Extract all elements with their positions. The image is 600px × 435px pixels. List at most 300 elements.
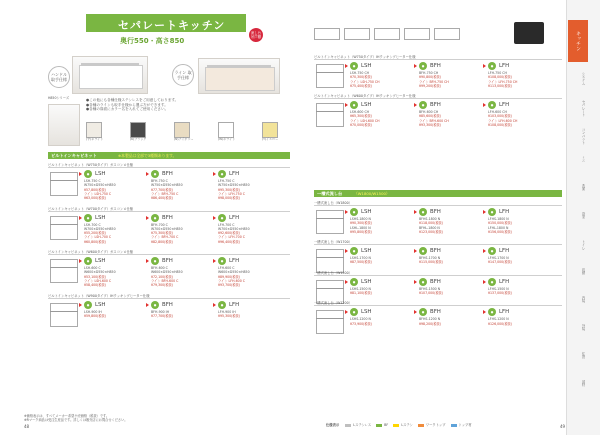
model-spec: ¥60,800(税抜) — [84, 239, 107, 244]
color-chip-label: (Y)イエロー — [262, 137, 279, 141]
marker-arrow-icon — [79, 303, 82, 307]
sink-bar: 一槽式流し台 （W1800/W1500） — [314, 190, 562, 197]
line-callout: ライン 取手仕様 — [172, 64, 194, 86]
model-spec: ライン BFH-700 C — [151, 235, 179, 240]
model-header — [84, 214, 151, 223]
cabinet-drawing — [316, 64, 344, 88]
model-col-lsh — [350, 247, 419, 265]
page-footer — [24, 414, 294, 422]
layout-diagram — [374, 28, 400, 40]
model-col-bfh — [151, 301, 218, 319]
model-header — [488, 308, 557, 317]
model-spec: LFHS-1200 N — [488, 317, 509, 322]
model-badge-icon: ● — [488, 208, 496, 216]
marker-arrow-icon — [213, 172, 216, 176]
model-spec: ¥95,300(税抜) — [218, 313, 241, 318]
model-spec: ¥72,100(税抜) — [151, 274, 174, 279]
model-spec: ライン LSH-600 CH — [350, 118, 380, 123]
model-code: LSH — [361, 102, 372, 109]
model-code: LFH — [499, 63, 510, 69]
cabinet-drawing — [316, 103, 344, 127]
model-header — [350, 247, 419, 256]
cabinet-drawing — [50, 303, 78, 327]
model-code: LFH — [499, 209, 510, 215]
model-spec: W750×D550×H850 — [84, 183, 116, 188]
section-head: ビルトインキャビネット（W900タイプ）IHクッキングヒーター仕様 — [48, 293, 290, 299]
model-code: LSH — [361, 209, 372, 215]
model-spec: ¥90,800(税抜) — [419, 75, 442, 80]
model-spec: W600×D550×H850 — [151, 270, 183, 275]
hero-kitchen-image-handle — [72, 56, 148, 94]
model-code: LFH — [229, 258, 240, 264]
model-code: BFH — [430, 102, 441, 109]
marker-arrow-icon — [345, 64, 348, 68]
legend-swatch — [451, 424, 457, 427]
marker-arrow-icon — [79, 172, 82, 176]
section-head: 一槽式流し台（W1700） — [314, 239, 562, 245]
model-badge-icon: ● — [84, 214, 92, 222]
model-spec: LSH-700 C — [84, 222, 101, 227]
marker-arrow-icon — [345, 249, 348, 253]
marker-arrow-icon — [213, 216, 216, 220]
model-header — [151, 214, 218, 223]
model-badge-icon: ● — [419, 208, 427, 216]
model-spec: ライン BFH-600 C — [151, 278, 179, 283]
model-header — [218, 301, 285, 310]
model-col-lfh — [488, 247, 557, 265]
model-spec: ライン BFH-750 C — [151, 191, 179, 196]
model-header — [84, 301, 151, 310]
legend-item-label: トップ材 — [458, 423, 472, 427]
model-col-bfh — [151, 170, 218, 200]
model-spec: ¥59,800(税抜) — [84, 313, 107, 318]
right-product-sections — [314, 54, 562, 174]
model-col-bfh — [419, 62, 488, 88]
series-note: H850シリーズ — [48, 96, 70, 100]
model-col-lfh — [218, 257, 285, 287]
spec-legend — [326, 422, 566, 432]
model-badge-icon: ● — [350, 308, 358, 316]
model-spec: LSH-600 C — [84, 266, 101, 270]
model-spec: ¥90,300(税抜) — [350, 221, 373, 226]
model-code: LSH — [95, 214, 106, 221]
color-chip-label: (N)アイボリー — [174, 137, 194, 141]
model-spec: BFH-750 CH — [419, 71, 439, 75]
hero-kitchen-image-line — [198, 58, 280, 94]
model-code: BFH — [430, 278, 441, 285]
marker-arrow-icon — [146, 259, 149, 263]
model-header — [488, 278, 557, 287]
model-col-bfh — [151, 214, 218, 244]
category-tab[interactable]: コンパクト — [581, 128, 585, 145]
section-head: ビルトインキャビネット（W600タイプ）IHクッキングヒーター仕様 — [314, 93, 562, 99]
category-tab[interactable]: 浴室 — [581, 212, 585, 219]
model-code: LSH — [361, 309, 372, 316]
model-spec: LSHL-1800 N — [350, 225, 371, 230]
model-badge-icon: ● — [350, 62, 358, 70]
model-badge-icon: ● — [151, 257, 159, 265]
section-head: 一槽式流し台（W1800） — [314, 200, 562, 206]
model-spec: LSHS-1800 N — [350, 217, 371, 221]
model-spec: ¥65,300(税抜) — [350, 114, 373, 119]
model-code: BFH — [162, 301, 173, 308]
model-header — [350, 62, 419, 71]
section-block — [314, 239, 562, 266]
model-header — [488, 208, 557, 217]
model-col-bfh — [419, 208, 488, 234]
model-spec: ライン LSH-600 C — [84, 278, 112, 283]
category-tab[interactable]: 収納 — [581, 268, 585, 275]
model-spec: ライン LFH-700 C — [218, 235, 245, 240]
model-spec: LSHS-1700 N — [350, 256, 371, 261]
model-col-lsh — [350, 62, 419, 88]
legend-swatch — [393, 424, 399, 427]
model-spec: ¥147,000(税抜) — [488, 260, 513, 265]
model-code: BFH — [430, 309, 441, 316]
model-code: BFH — [430, 63, 441, 69]
category-tab[interactable]: 洗面 — [581, 184, 585, 191]
tab-kitchen[interactable]: キッチン — [568, 20, 588, 62]
model-spec: ライン LSH-700 C — [84, 235, 112, 240]
model-spec: ¥95,300(税抜) — [218, 187, 241, 192]
model-col-lfh — [218, 301, 285, 319]
marker-arrow-icon — [414, 210, 417, 214]
model-code: BFH — [162, 258, 173, 264]
model-spec: LSH-600 CH — [350, 110, 370, 115]
section-block — [314, 200, 562, 235]
model-spec: ¥53,100(税抜) — [84, 274, 107, 279]
model-col-lsh — [84, 301, 151, 319]
marker-arrow-icon — [483, 280, 486, 284]
model-spec: LSH-900 IH — [84, 309, 102, 314]
marker-arrow-icon — [483, 310, 486, 314]
model-spec: LFH-750 C — [218, 179, 235, 183]
cabinet-drawing — [50, 172, 78, 196]
layout-diagram — [404, 28, 430, 40]
marker-arrow-icon — [146, 172, 149, 176]
marker-arrow-icon — [146, 303, 149, 307]
model-code: LSH — [361, 278, 372, 285]
model-col-lsh — [350, 278, 419, 296]
section-block — [314, 93, 562, 128]
marker-arrow-icon — [345, 210, 348, 214]
color-chip-row — [86, 122, 286, 146]
model-code: BFH — [162, 214, 173, 221]
model-spec: ¥118,000(税抜) — [419, 221, 444, 226]
model-badge-icon: ● — [419, 247, 427, 255]
cabinet-drawing — [50, 216, 78, 240]
model-badge-icon: ● — [151, 214, 159, 222]
layout-diagram — [344, 28, 370, 40]
model-spec: LFH-600 CH — [488, 110, 507, 115]
footer-note: ※Rマーク商品は受注生産品です。詳しくは販売店にお問合せください。 — [24, 418, 128, 423]
footer-note: ※価格表示は、すべてメーカー希望小売価格（税抜）です。 — [24, 414, 110, 418]
model-col-bfh — [151, 257, 218, 287]
model-col-lsh — [84, 214, 151, 244]
model-header — [419, 308, 488, 317]
model-col-lsh — [84, 257, 151, 287]
model-header — [350, 278, 419, 287]
model-code: LFH — [499, 278, 510, 285]
model-badge-icon: ● — [218, 170, 226, 178]
model-spec: ¥77,700(税抜) — [151, 313, 174, 318]
model-code: LSH — [95, 258, 106, 264]
model-header — [419, 247, 488, 256]
model-header — [151, 257, 218, 266]
model-badge-icon: ● — [350, 101, 358, 109]
model-badge-icon: ● — [218, 214, 226, 222]
model-spec: ¥63,000(税抜) — [84, 196, 107, 201]
legend-item-label: Lステン — [401, 423, 413, 427]
cabinet-drawing — [50, 259, 78, 283]
marker-arrow-icon — [483, 210, 486, 214]
model-col-bfh — [419, 308, 488, 326]
model-col-lfh — [488, 308, 557, 326]
model-spec: ¥150,000(税抜) — [488, 221, 513, 226]
model-spec: BFH-900 IH — [151, 309, 170, 314]
color-chip — [262, 122, 278, 138]
marker-arrow-icon — [414, 64, 417, 68]
handle-callout: ハンドル 取手仕様 — [48, 66, 70, 88]
marker-arrow-icon — [345, 280, 348, 284]
model-spec: ¥99,200(税抜) — [419, 83, 442, 88]
marker-arrow-icon — [345, 103, 348, 107]
model-header — [350, 308, 419, 317]
model-badge-icon: ● — [488, 247, 496, 255]
marker-arrow-icon — [213, 303, 216, 307]
model-spec: ¥81,100(税抜) — [350, 291, 373, 296]
page-title-band — [86, 14, 246, 32]
model-spec: ¥75,300(税抜) — [151, 231, 174, 236]
legend-item-label: ワークトップ — [425, 423, 446, 427]
model-spec: LFHS-1800 N — [488, 217, 509, 221]
series-detail-image — [48, 104, 80, 146]
page-number-right: 49 — [560, 424, 566, 429]
model-col-lfh — [488, 101, 557, 127]
category-tab[interactable]: 内装 — [581, 296, 585, 303]
model-spec: LSHS-1500 N — [350, 286, 371, 291]
model-spec: ¥79,300(税抜) — [151, 283, 174, 288]
page-number-left: 48 — [24, 424, 30, 429]
marker-arrow-icon — [414, 249, 417, 253]
model-spec: ¥85,600(税抜) — [419, 114, 442, 119]
marker-arrow-icon — [414, 310, 417, 314]
legend-swatch — [376, 424, 382, 427]
model-col-lsh — [350, 101, 419, 127]
section-head: 一槽式流し台（W1500） — [314, 270, 562, 276]
model-badge-icon: ● — [151, 170, 159, 178]
legend-item-label: BF — [384, 423, 389, 427]
model-spec: ¥77,700(税抜) — [151, 187, 174, 192]
cabinet-drawing — [316, 210, 344, 234]
model-header — [419, 101, 488, 110]
model-code: LSH — [95, 171, 106, 177]
model-spec: BFH-700 C — [151, 222, 168, 227]
model-badge-icon: ● — [488, 62, 496, 70]
model-spec: BFHS-1800 N — [419, 217, 441, 221]
legend-title: 仕様表示 — [326, 423, 340, 427]
model-spec: ¥126,000(税抜) — [488, 321, 513, 326]
model-spec: ライン LFH-600 C — [218, 278, 245, 283]
model-spec: ¥82,800(税抜) — [151, 239, 174, 244]
model-spec: LSH-750 CH — [350, 71, 370, 75]
model-header — [151, 301, 218, 310]
model-spec: ¥98,000(税抜) — [218, 196, 241, 201]
section-head: ビルトインキャビネット（W750タイプ）ガスコンロ仕様 — [48, 162, 290, 168]
left-product-sections — [48, 162, 290, 410]
model-col-lfh — [488, 278, 557, 296]
model-spec: LFH-600 C — [218, 266, 235, 270]
model-spec: ¥108,000(税抜) — [488, 75, 513, 80]
model-code: BFH — [430, 209, 441, 215]
category-tab[interactable]: 住設 — [581, 352, 585, 359]
model-col-lfh — [218, 214, 285, 244]
model-badge-icon: ● — [419, 278, 427, 286]
model-spec: BFHL-1800 N — [419, 225, 440, 230]
model-spec: ¥87,500(税抜) — [350, 260, 373, 265]
marker-arrow-icon — [414, 280, 417, 284]
model-spec: ¥70,300(税抜) — [350, 75, 373, 80]
model-spec: LFHL-1800 N — [488, 225, 509, 230]
model-spec: W700×D550×H850 — [84, 226, 116, 231]
section-block — [48, 162, 290, 202]
model-col-bfh — [419, 278, 488, 296]
model-spec: W700×D550×H850 — [218, 226, 250, 231]
model-spec: ¥137,000(税抜) — [488, 291, 513, 296]
model-spec: W700×D550×H850 — [151, 226, 183, 231]
page-title: セパレートキッチン — [118, 19, 226, 32]
model-spec: BFHS-1700 N — [419, 256, 441, 261]
category-tab[interactable]: システム — [581, 72, 585, 86]
marker-arrow-icon — [79, 259, 82, 263]
model-header — [350, 101, 419, 110]
model-code: LFH — [229, 214, 240, 221]
category-tab[interactable]: 外装 — [581, 324, 585, 331]
section-head: ビルトインキャビネット（W600タイプ）ガスコンロ仕様 — [48, 249, 290, 255]
legend-swatch — [418, 424, 424, 427]
color-chip — [174, 122, 190, 138]
category-tab[interactable]: 部材 — [581, 380, 585, 387]
model-spec: LSHS-1200 N — [350, 317, 371, 322]
model-spec: ¥93,300(税抜) — [419, 123, 442, 128]
model-spec: W750×D550×H850 — [218, 183, 250, 188]
model-code: LSH — [361, 248, 372, 255]
model-spec: ¥73,900(税抜) — [350, 321, 373, 326]
model-header — [488, 62, 557, 71]
marker-arrow-icon — [213, 259, 216, 263]
section-block — [48, 293, 290, 320]
model-spec: ライン BFH-750 CH — [419, 79, 449, 84]
model-code: BFH — [162, 171, 173, 177]
model-col-lsh — [350, 308, 419, 326]
model-spec: BFH-750 C — [151, 179, 168, 183]
model-code: LFH — [499, 248, 510, 255]
model-spec: ¥57,800(税抜) — [84, 187, 107, 192]
model-spec: LFH-750 CH — [488, 71, 507, 75]
section-head: 一槽式流し台（W1200） — [314, 300, 562, 306]
model-code: LFH — [229, 301, 240, 308]
feature-line: ●この他にも各種仕様ステンレスをご用意しております。 — [86, 98, 179, 102]
model-spec: ¥92,600(税抜) — [218, 231, 241, 236]
model-badge-icon: ● — [350, 247, 358, 255]
model-spec: ¥86,400(税抜) — [151, 196, 174, 201]
model-spec: ライン LFH-750 CH — [488, 79, 518, 84]
model-spec: W750×D550×H850 — [151, 183, 183, 188]
section-block — [48, 206, 290, 246]
model-col-lfh — [488, 62, 557, 88]
model-header — [84, 257, 151, 266]
model-header — [419, 62, 488, 71]
model-col-bfh — [419, 101, 488, 127]
model-spec: ¥70,000(税抜) — [350, 123, 373, 128]
legend-swatch — [345, 424, 351, 427]
model-badge-icon: ● — [350, 208, 358, 216]
layout-diagram — [434, 28, 460, 40]
model-spec: ¥107,000(税抜) — [419, 291, 444, 296]
model-spec: ライン LSH-750 C — [84, 191, 112, 196]
marker-arrow-icon — [345, 310, 348, 314]
model-badge-icon: ● — [84, 257, 92, 265]
model-header — [488, 247, 557, 256]
category-tab[interactable]: セパレート — [581, 100, 585, 117]
model-code: LFH — [499, 102, 510, 109]
model-spec: ¥95,800(税抜) — [350, 229, 373, 234]
model-spec: BFHS-1200 N — [419, 317, 441, 322]
model-spec: ライン LFH-750 C — [218, 191, 245, 196]
category-tab[interactable]: ミニ — [581, 156, 585, 163]
model-header — [218, 257, 285, 266]
model-header — [350, 208, 419, 217]
model-spec: BFH-600 CH — [419, 110, 439, 115]
color-chip — [86, 122, 102, 138]
section-block — [48, 249, 290, 289]
color-chip-label: (K)ブラック — [130, 137, 147, 141]
model-spec: ¥75,400(税抜) — [350, 83, 373, 88]
page-subtitle: 奥行550・高さ850 — [120, 37, 185, 45]
model-header — [218, 170, 285, 179]
model-badge-icon: ● — [419, 308, 427, 316]
color-chip-label: (W)ホワイト — [218, 137, 236, 141]
section-head: ビルトインキャビネット（W700タイプ）ガスコンロ仕様 — [48, 206, 290, 212]
model-spec: ¥96,400(税抜) — [218, 239, 241, 244]
model-col-bfh — [419, 247, 488, 265]
model-badge-icon: ● — [151, 301, 159, 309]
color-chip — [218, 122, 234, 138]
builtin-cabinet-bar: ビルトインキャビネット ※本製品は全部で3種類あります。 — [48, 152, 290, 159]
model-spec: ¥93,700(税抜) — [218, 283, 241, 288]
model-badge-icon: ● — [84, 170, 92, 178]
cooktop-image — [514, 22, 544, 44]
model-spec: ¥58,400(税抜) — [84, 283, 107, 288]
category-tab[interactable]: トイレ — [581, 240, 585, 250]
top-diagram-strip — [314, 14, 562, 52]
model-spec: W600×D550×H850 — [84, 270, 116, 275]
model-badge-icon: ● — [419, 62, 427, 70]
model-badge-icon: ● — [218, 257, 226, 265]
section-block — [314, 270, 562, 297]
color-chip — [130, 122, 146, 138]
feature-list — [86, 98, 246, 112]
model-code: BFH — [430, 248, 441, 255]
model-col-lfh — [218, 170, 285, 200]
model-spec: ¥115,000(税抜) — [419, 260, 444, 265]
cabinet-drawing — [316, 310, 344, 334]
model-code: LSH — [95, 301, 106, 308]
model-code: LFH — [229, 171, 240, 177]
layout-diagram — [314, 28, 340, 40]
model-code: LFH — [499, 309, 510, 316]
model-header — [84, 170, 151, 179]
